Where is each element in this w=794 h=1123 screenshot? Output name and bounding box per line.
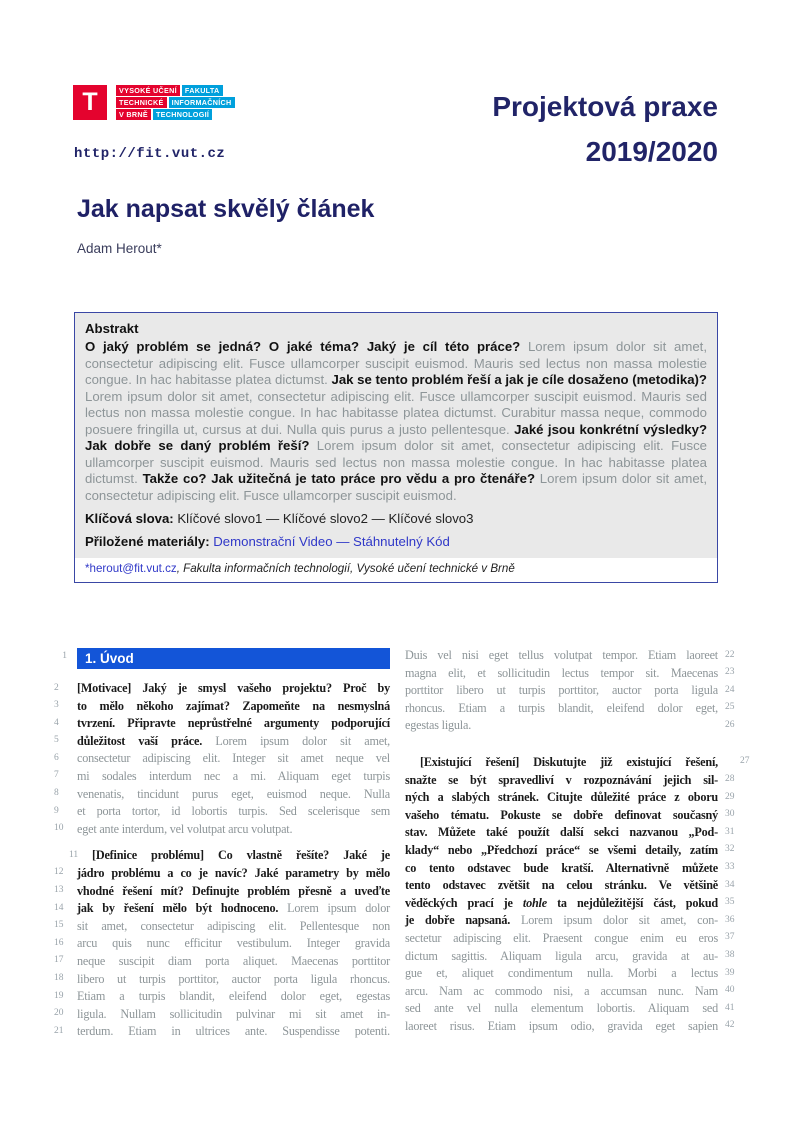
text-segment: Jaké jsou konkrétní výsledky? Jak dobře se daný problém řeší?: [85, 421, 708, 453]
body-line: [405, 860, 735, 878]
text-segment: magna elit, et sollicitudin lectus tempor sit. Maecenas: [405, 665, 718, 680]
abstract-text: [85, 339, 707, 504]
text-segment: ných a slabých stránek. Citujte důležité práce z oboru: [405, 790, 718, 805]
body-line: [54, 733, 390, 751]
abstract-gray-area: [75, 313, 717, 558]
text-segment: eget ante interdum, vel volutpat arcu volutpat.: [77, 821, 293, 836]
fit-url-link[interactable]: http://fit.vut.cz: [74, 146, 226, 162]
body-line: [405, 895, 735, 913]
line-number: 24: [725, 684, 735, 695]
text-segment: et porta tortor, id lobortis turpis. Sed scelerisque sem: [77, 804, 390, 819]
line-number: 34: [725, 879, 735, 890]
vut-logo-t-icon: [73, 85, 107, 120]
text-segment: ta nejdůležitější část, pokud: [546, 895, 719, 910]
line-number: 22: [725, 649, 735, 660]
line-number: 28: [725, 774, 735, 785]
logo-label-red: TECHNICKÉ: [116, 97, 167, 108]
text-segment: Etiam a turpis blandit, eleifend dolor eget, egestas: [77, 989, 390, 1004]
text-segment: je dobře napsaná.: [405, 913, 511, 928]
line-number: 19: [54, 990, 64, 1001]
line-number: 5: [54, 735, 59, 746]
text-segment: Jak se tento problém řeší a jak je cíle dosaženo (metodika)?: [331, 372, 707, 387]
body-line: [405, 647, 735, 665]
body-line: [54, 803, 390, 821]
line-number: 35: [725, 897, 735, 908]
text-segment: Lorem ipsum dolor sit amet,: [202, 733, 390, 748]
body-line: [54, 715, 390, 733]
course-title: [492, 84, 718, 174]
body-line: [405, 824, 735, 842]
text-segment: důležitost vaší práce.: [77, 733, 203, 748]
logo-label-blue: TECHNOLOGIÍ: [153, 109, 212, 120]
download-code-link[interactable]: Stáhnutelný Kód: [353, 534, 450, 549]
vut-logo-letter: T: [82, 88, 98, 116]
text-segment: tento odstavec zvětšit na celou stránku. Ve většině: [405, 878, 718, 893]
logo-row: [116, 97, 235, 108]
text-segment: Lorem ipsum dolor sit amet, con-: [510, 913, 719, 928]
line-number: 42: [725, 1020, 735, 1031]
text-segment: porttitor libero ut turpis porttitor, auctor porta ligula: [405, 683, 718, 698]
body-line: [54, 865, 390, 883]
body-line: [54, 883, 390, 901]
body-line: [54, 988, 390, 1006]
text-segment: Lorem ipsum dolor sit amet, consectetur adipiscing elit. Fusce ullamcorper suscipit euismod. Mauris sed lectus non massa molestie congue. In hac habitasse platea dictumst.: [85, 438, 707, 486]
keywords-value: Klíčové slovo1 — Klíčové slovo2 — Klíčové slovo3: [177, 511, 474, 526]
text-segment: to mělo někoho zajímat? Zapomeňte na nesmyslná: [77, 698, 390, 713]
body-line: [405, 1000, 735, 1018]
text-segment: laoreet risus. Etiam ipsum odio, gravida eget sapien: [405, 1018, 718, 1033]
keywords-label: Klíčová slova:: [85, 511, 174, 526]
text-segment: Lorem ipsum dolor sit amet, consectetur adipiscing elit. Fusce ullamcorper suscipit euismod.: [85, 471, 707, 503]
text-segment: terdum. Etiam in ultrices ante. Suspendisse potenti.: [77, 1024, 390, 1039]
body-line: [405, 717, 735, 735]
logo-label-blue: FAKULTA: [182, 85, 223, 96]
line-number: 3: [54, 700, 59, 711]
text-segment: [Existující řešení] Diskutujte již existující řešení,: [420, 754, 718, 769]
line-number: 20: [54, 1008, 64, 1019]
body-line: [405, 912, 735, 930]
line-number: 9: [54, 805, 59, 816]
line-number: 39: [725, 967, 735, 978]
text-segment: O jaký problém se jedná? O jaké téma? Jaký je cíl této práce?: [85, 339, 528, 354]
logo-row: [116, 109, 235, 120]
line-number: 11: [69, 849, 79, 860]
text-segment: libero ut turpis porttitor, auctor porta ligula rhoncus.: [77, 971, 390, 986]
course-title-line1: Projektová praxe: [492, 91, 718, 122]
line-number: 21: [54, 1025, 64, 1036]
text-segment: Lorem ipsum dolor: [278, 901, 390, 916]
body-line: [405, 930, 735, 948]
line-number: 17: [54, 955, 64, 966]
line-number: 27: [740, 756, 750, 767]
line-number: 13: [54, 885, 64, 896]
body-line: [405, 877, 735, 895]
line-number: 1: [62, 651, 67, 661]
text-segment: consectetur adipiscing elit. Integer sit amet neque vel: [77, 751, 390, 766]
body-line: [54, 786, 390, 804]
right-column: [405, 647, 750, 1035]
body-line: [405, 842, 735, 860]
text-segment: Duis vel nisi eget tellus volutpat tempor. Etiam laoreet: [405, 648, 718, 662]
text-segment: [Motivace] Jaký je smysl vašeho projektu? Proč by: [77, 681, 390, 695]
text-segment: věděckých prací je: [405, 895, 523, 910]
text-segment: sit amet, consectetur adipiscing elit. Pellentesque non: [77, 918, 390, 933]
text-segment: snažte se být spravedliví v rozpoznávání jejich sil-: [405, 772, 718, 787]
body-line: [54, 698, 390, 716]
line-number: 23: [725, 667, 735, 678]
line-number: 33: [725, 862, 735, 873]
body-line: [69, 847, 390, 865]
line-number: 25: [725, 702, 735, 713]
text-segment: Lorem ipsum dolor sit amet, consectetur adipiscing elit. Fusce ullamcorper suscipit euismod. Mauris sed lectus non massa molestie congue. In hac habitasse platea dictumst. Curabitur massa neque, commodo posuere fringilla ut, cursus at dui. Nulla quis purus a justo pellentesque.: [85, 388, 707, 437]
line-number: 4: [54, 717, 59, 728]
body-line: [54, 953, 390, 971]
line-number: 15: [54, 920, 64, 931]
text-segment: jak by řešení mělo být hodnoceno.: [77, 901, 279, 916]
body-line: [405, 1018, 735, 1036]
text-segment: co tento odstavec bude kratší. Alternativně můžete: [405, 860, 718, 875]
materials-line: [85, 534, 707, 550]
materials-separator: —: [332, 534, 354, 549]
text-segment: rhoncus. Etiam a turpis blandit, eleifend dolor eget,: [405, 700, 718, 715]
line-number: 18: [54, 973, 64, 983]
line-number: 40: [725, 985, 735, 996]
line-number: 6: [54, 752, 59, 763]
vut-fit-logo: [116, 85, 235, 121]
text-segment: Takže co? Jak užitečná je tato práce pro vědu a pro čtenáře?: [142, 471, 540, 486]
body-line: [405, 665, 735, 683]
text-segment: klady“ nebo „Předchozí práce“ se všemi detaily, zatím: [405, 842, 718, 857]
line-number: 10: [54, 823, 64, 834]
text-segment: mi sodales interdum nec a mi. Aliquam eget turpis: [77, 768, 390, 783]
body-line: [54, 900, 390, 918]
logo-label-red: V BRNĚ: [116, 109, 151, 120]
text-segment: egestas ligula.: [405, 718, 472, 733]
body-line: [405, 700, 735, 718]
body-line: [54, 918, 390, 936]
body-line: [54, 821, 390, 839]
body-line: [54, 750, 390, 768]
line-number: 16: [54, 937, 64, 948]
text-segment: sed ante vel nulla elementum lobortis. Aliquam sed: [405, 1001, 718, 1016]
text-segment: [Definice problému] Co vlastně řešíte? Jaké je: [92, 848, 390, 863]
body-line: [405, 983, 735, 1001]
text-segment: gue et, aliquet condimentum nulla. Morbi a lectus: [405, 966, 718, 981]
body-line: [405, 682, 735, 700]
body-line: [405, 754, 750, 772]
body-line: [54, 971, 390, 989]
abstract-box: [74, 312, 718, 583]
line-number: 14: [54, 902, 64, 913]
body-line: [54, 680, 390, 698]
body-line: [54, 1006, 390, 1024]
keywords-line: [85, 511, 707, 527]
body-line: [405, 948, 735, 966]
line-number: 8: [54, 788, 59, 799]
line-number: 26: [725, 719, 735, 730]
materials-label: Přiložené materiály:: [85, 534, 210, 549]
section-heading-label: 1. Úvod: [85, 651, 134, 666]
text-segment: stav. Můžete také použít další sekci nazvanou „Pod-: [405, 825, 718, 840]
text-segment: jádro problému a co je navíc? Jaké parametry by mělo: [77, 865, 390, 880]
author-email-link[interactable]: *herout@fit.vut.cz: [85, 562, 177, 575]
logo-row: [116, 85, 235, 96]
text-segment: sectetur adipiscing elit. Praesent congue enim eu eros: [405, 930, 718, 945]
demo-video-link[interactable]: Demonstrační Video: [213, 534, 333, 549]
line-number: 41: [725, 1002, 735, 1013]
line-number: 36: [725, 914, 735, 925]
section-heading: [77, 648, 390, 669]
text-segment: tohle: [522, 895, 547, 910]
line-number: 2: [54, 682, 59, 693]
author-footnote: [75, 558, 717, 582]
text-segment: dictum sagittis. Aliquam ligula arcu, gravida at au-: [405, 948, 718, 963]
text-segment: tvrzení. Připravte neprůstřelné argumenty podporující: [77, 716, 390, 731]
line-number: 38: [725, 950, 735, 960]
text-segment: ligula. Nullam sollicitudin pulvinar mi sit amet in-: [77, 1006, 390, 1021]
left-column: [54, 680, 390, 1041]
text-segment: Lorem ipsum dolor sit amet, consectetur adipiscing elit. Fusce ullamcorper suscipit euismod. Mauris sed lectus non massa molestie congue. In hac habitasse platea dictumst.: [85, 339, 707, 387]
text-segment: arcu. Nam ac commodo nisi, a accumsan nunc. Nam: [405, 983, 718, 998]
logo-label-red: VYSOKÉ UČENÍ: [116, 85, 180, 96]
line-number: 12: [54, 867, 64, 878]
text-segment: neque suscipit diam porta aliquet. Maecenas porttitor: [77, 953, 390, 968]
text-segment: venenatis, tincidunt purus eget, euismod neque. Nulla: [77, 786, 390, 801]
body-line: [54, 1023, 390, 1041]
course-title-line2: 2019/2020: [585, 136, 718, 167]
line-number: 31: [725, 826, 735, 837]
abstract-heading: Abstrakt: [85, 321, 139, 336]
body-line: [405, 965, 735, 983]
body-line: [405, 789, 735, 807]
line-number: 29: [725, 791, 735, 802]
line-number: 32: [725, 844, 735, 855]
body-line: [405, 807, 735, 825]
article-author: Adam Herout*: [77, 241, 162, 256]
body-line: [405, 772, 735, 790]
body-line: [54, 935, 390, 953]
line-number: 30: [725, 809, 735, 820]
body-line: [54, 768, 390, 786]
article-title: Jak napsat skvělý článek: [77, 195, 375, 223]
text-segment: vašeho tématu. Pokuste se dobře definovat současný: [405, 807, 718, 822]
line-number: 7: [54, 770, 59, 781]
line-number: 37: [725, 932, 735, 943]
text-segment: vhodné řešení mít? Definujte problém přesně a uveďte: [77, 883, 390, 898]
logo-label-blue: INFORMAČNÍCH: [169, 97, 235, 108]
footnote-affiliation: , Fakulta informačních technologií, Vysoké učení technické v Brně: [176, 562, 515, 575]
text-segment: arcu quis nunc efficitur vestibulum. Integer gravida: [77, 936, 390, 951]
